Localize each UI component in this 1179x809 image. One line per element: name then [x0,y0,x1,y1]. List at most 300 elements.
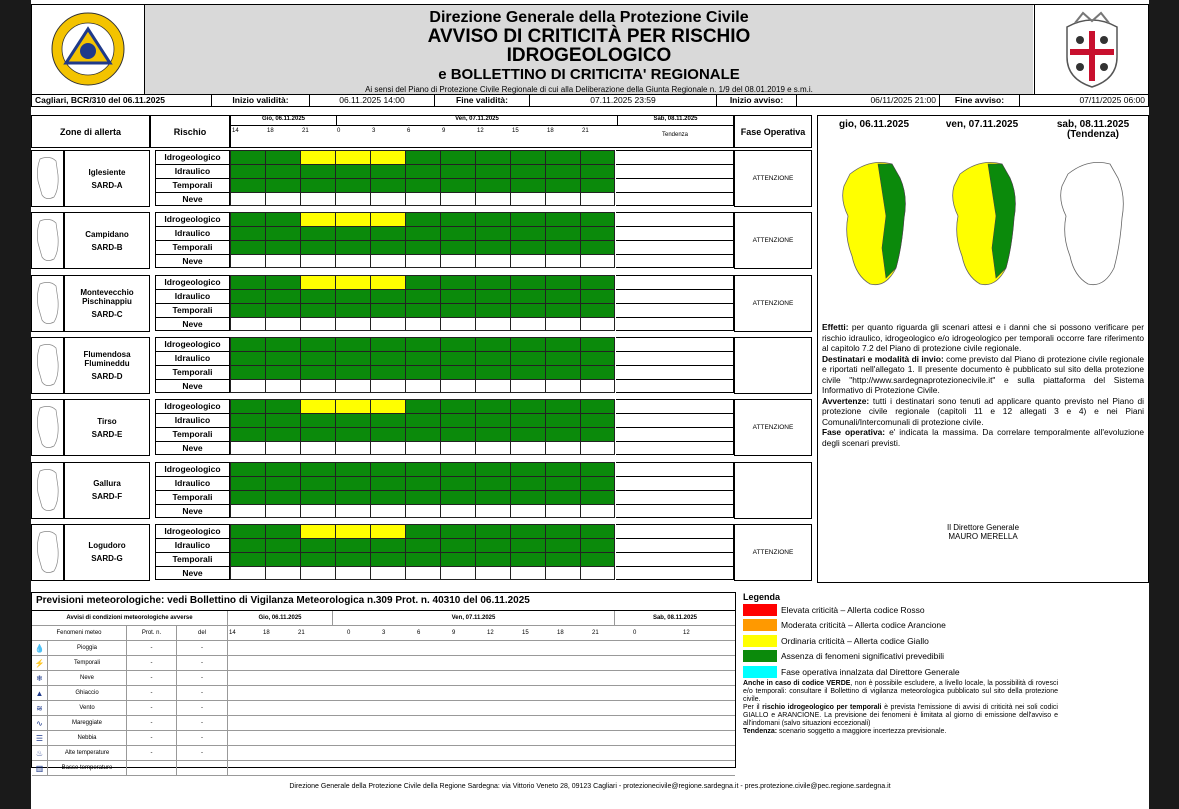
criticality-cell [440,192,475,206]
criticality-cell [265,164,300,178]
warnings-label: Avvertenze: [822,395,870,406]
phase-label: Fase operativa: [822,427,886,437]
wind-icon: ≋ [32,701,48,715]
criticality-cell [335,462,370,476]
phase-column-header: Fase Operativa [734,115,812,148]
criticality-cell [580,365,615,379]
legend-swatch [743,604,777,616]
criticality-cell [580,538,615,552]
phase-cell [734,337,812,394]
criticality-cell [300,504,335,518]
snow-icon: ❄ [32,671,48,685]
weather-hour-tick: 9 [452,630,456,636]
criticality-cell [475,427,510,441]
criticality-cell [510,365,545,379]
zone-map-icon [31,275,64,332]
criticality-cell [300,524,335,538]
criticality-cell [405,524,440,538]
criticality-cell [300,462,335,476]
criticality-cell [405,462,440,476]
criticality-cell [405,504,440,518]
criticality-cell [335,427,370,441]
weather-hour-tick: 15 [522,630,529,636]
weather-row [32,761,735,776]
risk-label: Idrogeologico [155,462,230,476]
zone-name-cell [64,462,150,519]
criticality-cell [230,192,265,206]
weather-date: - [177,656,228,670]
criticality-cell [580,275,615,289]
criticality-cell [580,289,615,303]
criticality-cell [510,427,545,441]
criticality-cell [545,337,580,351]
weather-date: - [177,671,228,685]
start-validity-label: Inizio validità: [212,94,310,106]
signature [888,523,1078,541]
criticality-cell [335,351,370,365]
risk-label: Idrogeologico [155,524,230,538]
weather-prot: - [127,686,177,700]
legend-note-3 [743,728,1058,736]
risk-timeline-row [230,289,616,303]
criticality-cell [300,413,335,427]
criticality-cell [545,254,580,268]
criticality-cell [265,524,300,538]
weather-row [32,701,735,716]
signer-role: Il Direttore Generale [946,523,1020,532]
criticality-cell [265,150,300,164]
weather-timeline [228,686,735,700]
weather-day1: Gio, 06.11.2025 [228,611,333,625]
weather-rows [32,641,735,776]
criticality-cell [230,212,265,226]
map-day3-date: sab, 08.11.2025 [1056,119,1130,130]
map-day2-label: ven, 07.11.2025 [945,119,1019,130]
risk-label: Temporali [155,490,230,504]
phase-cell: ATTENZIONE [734,524,812,581]
weather-timeline [228,746,735,760]
sardinia-map-1 [843,162,906,284]
warnings-text: tutti i destinatari sono tenuti ad applicare quanto previsto nel Piano di protezione civile regionale (capitoli 11 e 12 allegati 3 e 4) e nei Piani Comunali/Intercomunali di protezione civile. [822,395,1144,427]
criticality-cell [580,337,615,351]
criticality-cell [230,462,265,476]
weather-day-row [32,611,735,626]
criticality-cell [580,462,615,476]
criticality-cell [265,441,300,455]
criticality-cell [580,240,615,254]
zone-name-cell [64,399,150,456]
criticality-cell [580,254,615,268]
risk-timeline-row [230,379,616,393]
risk-labels [155,212,230,269]
risk-label: Temporali [155,178,230,192]
criticality-cell [580,379,615,393]
zone-name: Campidano [85,229,129,239]
criticality-cell [510,538,545,552]
weather-phenomenon: Alte temperature [48,746,127,760]
hour-tick: 12 [477,128,484,134]
criticality-cell [230,289,265,303]
criticality-cell [510,303,545,317]
criticality-cell [475,365,510,379]
weather-phenomenon: Vento [48,701,127,715]
zone-code: SARD-F [91,492,123,501]
criticality-cell [545,164,580,178]
criticality-cell [545,427,580,441]
weather-timeline [228,716,735,730]
criticality-cell [545,240,580,254]
criticality-grid [230,150,616,207]
weather-row [32,746,735,761]
criticality-cell [335,317,370,331]
criticality-cell [510,289,545,303]
phase-text: e' indicata la massima. Da correlare temporalmente all'evoluzione degli scenari previsti. [822,427,1144,448]
criticality-cell [265,413,300,427]
cold-icon: ▥ [32,761,48,775]
legend-label: Fase operativa innalzata dal Direttore Generale [781,666,960,677]
criticality-cell [580,476,615,490]
criticality-cell [265,289,300,303]
criticality-cell [405,254,440,268]
criticality-cell [440,462,475,476]
timeline-header [230,115,734,148]
criticality-cell [475,462,510,476]
criticality-cell [475,303,510,317]
tendency-cells [616,524,734,581]
criticality-cell [335,538,370,552]
criticality-cell [545,317,580,331]
criticality-cell [370,178,405,192]
criticality-cell [440,504,475,518]
weather-day3: Sab, 08.11.2025 [652,615,698,621]
criticality-cell [545,399,580,413]
criticality-cell [545,365,580,379]
criticality-cell [230,365,265,379]
weather-prot: - [127,641,177,655]
criticality-cell [475,226,510,240]
legend-note-3-bold: Tendenza: [743,727,778,735]
criticality-cell [475,289,510,303]
criticality-cell [440,150,475,164]
criticality-cell [230,504,265,518]
criticality-cell [265,240,300,254]
legend-items [740,602,1058,680]
hour-tick: 14 [232,128,239,134]
criticality-cell [335,337,370,351]
risk-label: Idraulico [155,413,230,427]
criticality-cell [370,212,405,226]
risk-label: Idrogeologico [155,275,230,289]
weather-row [32,686,735,701]
criticality-cell [510,566,545,580]
criticality-cell [475,178,510,192]
criticality-cell [440,226,475,240]
criticality-cell [545,275,580,289]
sardinia-maps [818,156,1150,306]
bulletin-ref: Cagliari, BCR/310 del 06.11.2025 [32,94,212,106]
criticality-cell [370,150,405,164]
criticality-cell [545,413,580,427]
criticality-cell [265,337,300,351]
criticality-cell [580,150,615,164]
criticality-cell [510,524,545,538]
weather-phenomenon: Ghiaccio [48,686,127,700]
ice-icon: ▲ [32,686,48,700]
criticality-cell [335,212,370,226]
criticality-cell [230,240,265,254]
effects-text: per quanto riguarda gli scenari attesi e i danni che si possono verificare per rischio idraulico, idrogeologico e/o idrogeologico per temporali occorre fare riferimento al capitolo 7.2 del Piano di protezione civile regionale. [822,322,1144,353]
criticality-cell [475,254,510,268]
phase-cell: ATTENZIONE [734,399,812,456]
header [31,4,1149,95]
zone-row [31,524,812,581]
header-line1: Direzione Generale della Protezione Civile [429,9,749,26]
criticality-cell [510,379,545,393]
validity-bar [31,94,1149,107]
criticality-cell [370,462,405,476]
header-line2a: AVVISO DI CRITICITÀ PER RISCHIO [427,26,751,47]
map-day1-label: gio, 06.11.2025 [838,119,910,130]
criticality-cell [545,552,580,566]
weather-hour-tick: 21 [298,630,305,636]
risk-label: Idraulico [155,226,230,240]
criticality-cell [510,254,545,268]
criticality-cell [230,399,265,413]
weather-row [32,671,735,686]
risk-timeline-row [230,226,616,240]
criticality-cell [370,351,405,365]
weather-title: Previsioni meteorologiche: vedi Bollettino di Vigilanza Meteorologica n.309 Prot. n. 40310 del 06.11.2025 [32,593,735,611]
criticality-cell [405,441,440,455]
phase-cell: ATTENZIONE [734,212,812,269]
criticality-grid [230,399,616,456]
zone-name-2: Pischinappiu [82,296,132,306]
risk-timeline-row [230,212,616,226]
criticality-cell [265,490,300,504]
criticality-cell [370,379,405,393]
legend-item [740,633,1058,649]
weather-prot: - [127,746,177,760]
risk-timeline-row [230,317,616,331]
criticality-cell [405,337,440,351]
criticality-cell [580,317,615,331]
criticality-cell [335,226,370,240]
zones-column-header: Zone di allerta [31,115,150,148]
risk-timeline-row [230,504,616,518]
criticality-cell [510,462,545,476]
criticality-cell [405,365,440,379]
legend-swatch [743,666,777,678]
criticality-cell [230,538,265,552]
risk-timeline-row [230,254,616,268]
risk-label: Neve [155,317,230,331]
weather-col-date: del [177,626,228,640]
weather-timeline [228,701,735,715]
criticality-cell [475,164,510,178]
criticality-cell [335,275,370,289]
weather-prot: - [127,731,177,745]
legend-title: Legenda [743,592,781,602]
criticality-cell [230,476,265,490]
weather-forecast-table [31,592,736,773]
phase-cell: ATTENZIONE [734,150,812,207]
criticality-cell [580,524,615,538]
risk-label: Idraulico [155,538,230,552]
weather-timeline [228,641,735,655]
criticality-cell [405,379,440,393]
criticality-cell [545,192,580,206]
criticality-cell [230,490,265,504]
weather-col-prot: Prot. n. [127,626,177,640]
weather-prot: - [127,761,177,775]
risk-timeline-row [230,303,616,317]
criticality-cell [405,178,440,192]
criticality-cell [440,240,475,254]
zone-code: SARD-D [91,371,123,381]
criticality-cell [300,289,335,303]
zone-code: SARD-E [91,429,123,439]
criticality-grid [230,275,616,332]
zone-code: SARD-G [91,554,123,564]
tendency-cells [616,275,734,332]
criticality-cell [370,254,405,268]
criticality-cell [405,212,440,226]
start-warning-value: 06/11/2025 21:00 [797,94,940,106]
criticality-cell [300,337,335,351]
criticality-cell [545,150,580,164]
risk-timeline-row [230,351,616,365]
criticality-cell [265,399,300,413]
zone-name: Montevecchio [80,287,134,297]
criticality-cell [300,178,335,192]
risk-label: Neve [155,192,230,206]
criticality-grid [230,462,616,519]
criticality-cell [475,524,510,538]
criticality-cell [265,275,300,289]
weather-date: - [177,686,228,700]
criticality-cell [440,351,475,365]
start-warning-label: Inizio avviso: [717,94,797,106]
criticality-cell [230,254,265,268]
criticality-cell [440,538,475,552]
weather-hour-tick: 3 [382,630,386,636]
criticality-cell [370,490,405,504]
zone-map-icon [31,462,64,519]
criticality-cell [475,399,510,413]
risk-label: Temporali [155,427,230,441]
criticality-cell [300,552,335,566]
risk-label: Temporali [155,303,230,317]
map-day3-label [1040,120,1146,140]
weather-timeline [228,761,735,775]
weather-hour-tick: 6 [417,630,421,636]
risk-label: Neve [155,504,230,518]
tendency-cells [616,150,734,207]
criticality-cell [510,441,545,455]
criticality-cell [230,441,265,455]
weather-hour-tick: 21 [592,630,599,636]
risk-timeline-row [230,538,616,552]
criticality-cell [475,476,510,490]
criticality-cell [300,351,335,365]
criticality-cell [440,212,475,226]
legend-label: Ordinaria criticità – Allerta codice Giallo [781,635,929,646]
criticality-cell [510,164,545,178]
criticality-cell [545,226,580,240]
criticality-cell [580,399,615,413]
recipients-text: come previsto dal Piano di protezione civile regionale e riportati nell'allegato 1. Il presente documento è pubblicato sul sito della protezione civile "http://www.sardegnaprotezionecivile.it" e sulla piattaforma del Sistema Informativo di Protezione Civile. [822,353,1144,395]
hour-tick: 9 [442,128,446,134]
fog-icon: ☰ [32,731,48,745]
criticality-cell [230,379,265,393]
criticality-cell [335,192,370,206]
rain-icon: 💧 [32,641,48,655]
criticality-cell [475,212,510,226]
weather-date: - [177,731,228,745]
criticality-cell [510,275,545,289]
criticality-cell [370,337,405,351]
weather-row [32,731,735,746]
criticality-cell [510,476,545,490]
zone-map-icon [31,524,64,581]
criticality-cell [545,178,580,192]
criticality-cell [545,441,580,455]
phase-cell [734,462,812,519]
risk-timeline-row [230,462,616,476]
risk-labels [155,462,230,519]
criticality-cell [300,566,335,580]
zone-name-cell [64,275,150,332]
criticality-cell [300,538,335,552]
tendency-cells [616,337,734,394]
header-line3: e BOLLETTINO DI CRITICITA' REGIONALE [438,66,740,83]
criticality-cell [405,552,440,566]
legend-swatch [743,635,777,647]
criticality-cell [230,566,265,580]
weather-prot: - [127,701,177,715]
criticality-cell [265,192,300,206]
criticality-cell [440,524,475,538]
zone-row [31,462,812,519]
criticality-cell [440,164,475,178]
criticality-cell [300,240,335,254]
criticality-cell [300,303,335,317]
weather-prot: - [127,716,177,730]
zone-row [31,150,812,207]
criticality-cell [405,150,440,164]
risk-timeline-row [230,441,616,455]
hour-tick: 15 [512,128,519,134]
hour-tick: 21 [302,128,309,134]
criticality-cell [265,566,300,580]
criticality-cell [440,566,475,580]
criticality-cell [545,462,580,476]
criticality-cell [265,538,300,552]
phase-cell: ATTENZIONE [734,275,812,332]
criticality-cell [510,192,545,206]
criticality-cell [475,351,510,365]
weather-prot: - [127,671,177,685]
weather-phenomenon: Neve [48,671,127,685]
weather-row [32,641,735,656]
weather-hour-tick: 18 [557,630,564,636]
risk-label: Temporali [155,365,230,379]
legend-item [740,602,1058,618]
criticality-cell [405,538,440,552]
zone-code: SARD-A [91,180,123,190]
criticality-cell [510,226,545,240]
criticality-cell [230,427,265,441]
